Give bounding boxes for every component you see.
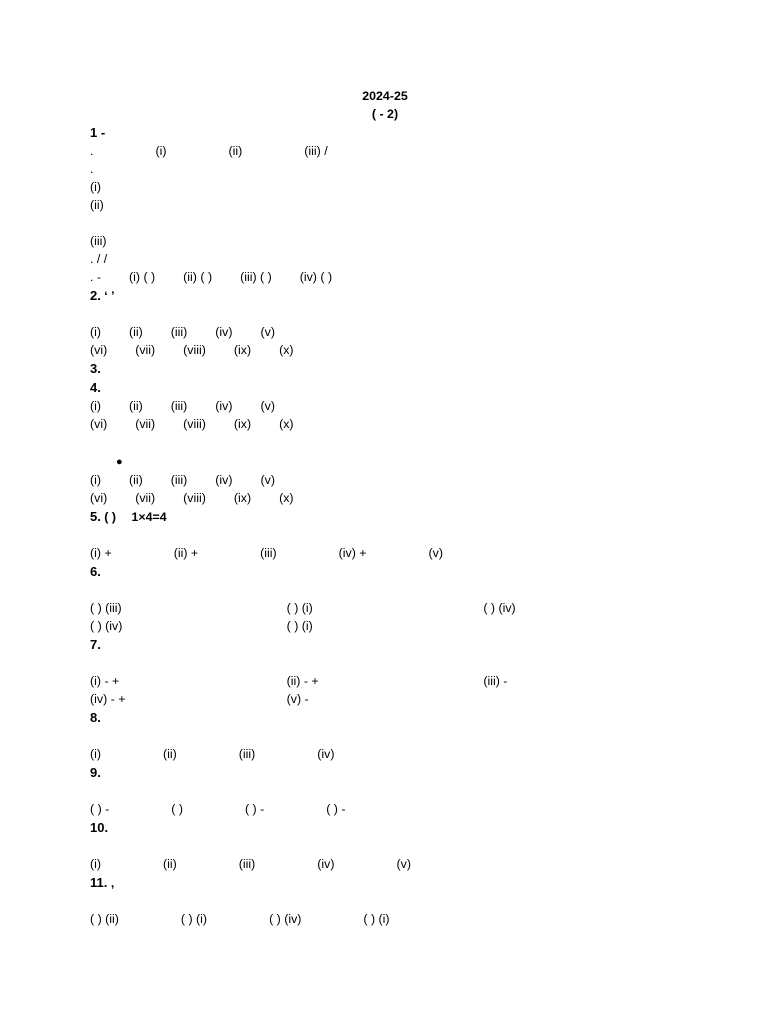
option: (ii) - + [286, 674, 319, 688]
question-11-options [90, 910, 680, 928]
question-5-marks: 1×4=4 [131, 510, 167, 524]
question-1d-option: (iii) ( ) [240, 270, 272, 284]
option: (iv) [317, 857, 335, 871]
option: (iii) [170, 473, 188, 487]
option: (i) [90, 747, 102, 761]
option: (iii) [170, 399, 188, 413]
option: (vi) [90, 491, 108, 505]
option: (ii) [163, 747, 177, 761]
question-8-number: 8. [90, 710, 101, 725]
option: ( ) (i) [363, 912, 390, 926]
header-line-2 [90, 87, 680, 105]
question-5-text: ( ) [104, 510, 116, 524]
option: (ii) [163, 857, 177, 871]
question-1a-option: (iii) / [304, 144, 328, 158]
option: ( ) - [326, 802, 346, 816]
question-1d-options [90, 268, 680, 286]
option: (v) [260, 325, 275, 339]
option: (i) [90, 399, 102, 413]
question-3-number: 3. [90, 361, 101, 376]
option: (i) [90, 857, 102, 871]
question-1a-options [90, 142, 680, 160]
option: (iii) [238, 747, 256, 761]
option: (iv) + [338, 546, 367, 560]
question-1a-option: (ii) [228, 144, 243, 158]
question-1b-point: (ii) [90, 198, 104, 212]
question-2-options-row-1 [90, 323, 680, 341]
header-line-3 [90, 105, 680, 123]
option: (x) [279, 343, 294, 357]
question-7 [90, 636, 680, 708]
question-3 [90, 360, 680, 378]
option: (x) [279, 417, 294, 431]
question-1 [90, 124, 680, 286]
option: ( ) (i) [286, 619, 313, 633]
option: (i) + [90, 546, 112, 560]
option: ( ) (iv) [269, 912, 302, 926]
question-9 [90, 764, 680, 818]
question-1a-option: (i) [155, 144, 167, 158]
bullet-question-text [115, 455, 137, 469]
question-4 [90, 379, 680, 433]
section-separator [90, 434, 680, 452]
option: (vi) [90, 343, 108, 357]
question-1d-option: (i) ( ) [129, 270, 156, 284]
question-1d-option: (iv) ( ) [299, 270, 333, 284]
question-1d-label: . - [90, 270, 102, 284]
question-5 [90, 508, 680, 562]
option: (v) [396, 857, 411, 871]
option: ( ) (iii) [90, 601, 122, 615]
bullet-options-row-2 [90, 489, 680, 507]
question-11-text: , [110, 876, 115, 890]
question-5-number: 5. [90, 509, 101, 524]
option: (i) - + [90, 674, 120, 688]
option: (ii) + [173, 546, 199, 560]
option: ( ) [171, 802, 183, 816]
option: ( ) - [244, 802, 265, 816]
option: (v) [260, 473, 275, 487]
question-1-number: 1 - [90, 125, 106, 140]
option: (v) [260, 399, 275, 413]
question-9-number: 9. [90, 765, 101, 780]
question-6-number: 6. [90, 564, 101, 579]
question-2 [90, 287, 680, 359]
option: (x) [279, 491, 294, 505]
option: (ix) [233, 491, 252, 505]
option: (ix) [233, 343, 252, 357]
option: (iv) [215, 473, 233, 487]
option: ( ) - [90, 802, 110, 816]
option: (vii) [135, 343, 156, 357]
option: (i) [90, 325, 102, 339]
option: (ii) [129, 473, 143, 487]
question-2-options-row-2 [90, 341, 680, 359]
option: ( ) (iv) [90, 619, 123, 633]
question-10-options [90, 855, 680, 873]
option: (viii) [183, 343, 206, 357]
option: (ii) [129, 325, 143, 339]
option: (iv) [317, 747, 335, 761]
question-4-options-row-1 [90, 397, 680, 415]
question-7-number: 7. [90, 637, 101, 652]
question-6 [90, 563, 680, 635]
question-10-number: 10. [90, 820, 109, 835]
question-1b-point: (iii) [90, 234, 107, 248]
question-8-options [90, 745, 680, 763]
option: (v) - [286, 692, 309, 706]
option: (iii) [238, 857, 256, 871]
question-11 [90, 874, 680, 928]
option: (iii) - [483, 674, 508, 688]
option: ( ) (i) [180, 912, 208, 926]
option: (iv) - + [90, 692, 126, 706]
question-6-options [90, 599, 680, 635]
option: (i) [90, 473, 102, 487]
exam-document [90, 86, 680, 928]
option: (ix) [233, 417, 252, 431]
question-1d-option: (ii) ( ) [183, 270, 213, 284]
question-2-number: 2. [90, 288, 101, 303]
option: (ii) [129, 399, 143, 413]
option: ( ) (iv) [483, 601, 516, 615]
option: (v) [428, 546, 443, 560]
question-7-options [90, 672, 680, 708]
question-4-number: 4. [90, 380, 101, 395]
option: (viii) [183, 491, 206, 505]
question-10 [90, 819, 680, 873]
question-9-options [90, 800, 680, 818]
question-1c-label: . / / [90, 252, 108, 266]
option: (iii) [170, 325, 188, 339]
option: (iii) [260, 546, 277, 560]
question-5-options [90, 544, 680, 562]
option: ( ) (ii) [90, 912, 119, 926]
question-11-number: 11. [90, 875, 108, 890]
question-1b-point: (i) [90, 180, 102, 194]
question-8 [90, 709, 680, 763]
option: (iv) [215, 399, 233, 413]
header-line-3-suffix: ( - 2) [371, 107, 399, 121]
option: (viii) [183, 417, 206, 431]
option: ( ) (i) [286, 601, 313, 615]
question-1b-label: . [90, 162, 94, 176]
question-2-text: ‘ ’ [104, 289, 115, 303]
bullet-options-row-1 [90, 471, 680, 489]
option: (vii) [135, 417, 156, 431]
option: (vi) [90, 417, 108, 431]
question-4-options-row-2 [90, 415, 680, 433]
option: (vii) [135, 491, 156, 505]
option: (iv) [215, 325, 233, 339]
header-year: 2024-25 [362, 89, 408, 103]
question-1a-label: . [90, 144, 94, 158]
bullet-question [90, 453, 680, 507]
